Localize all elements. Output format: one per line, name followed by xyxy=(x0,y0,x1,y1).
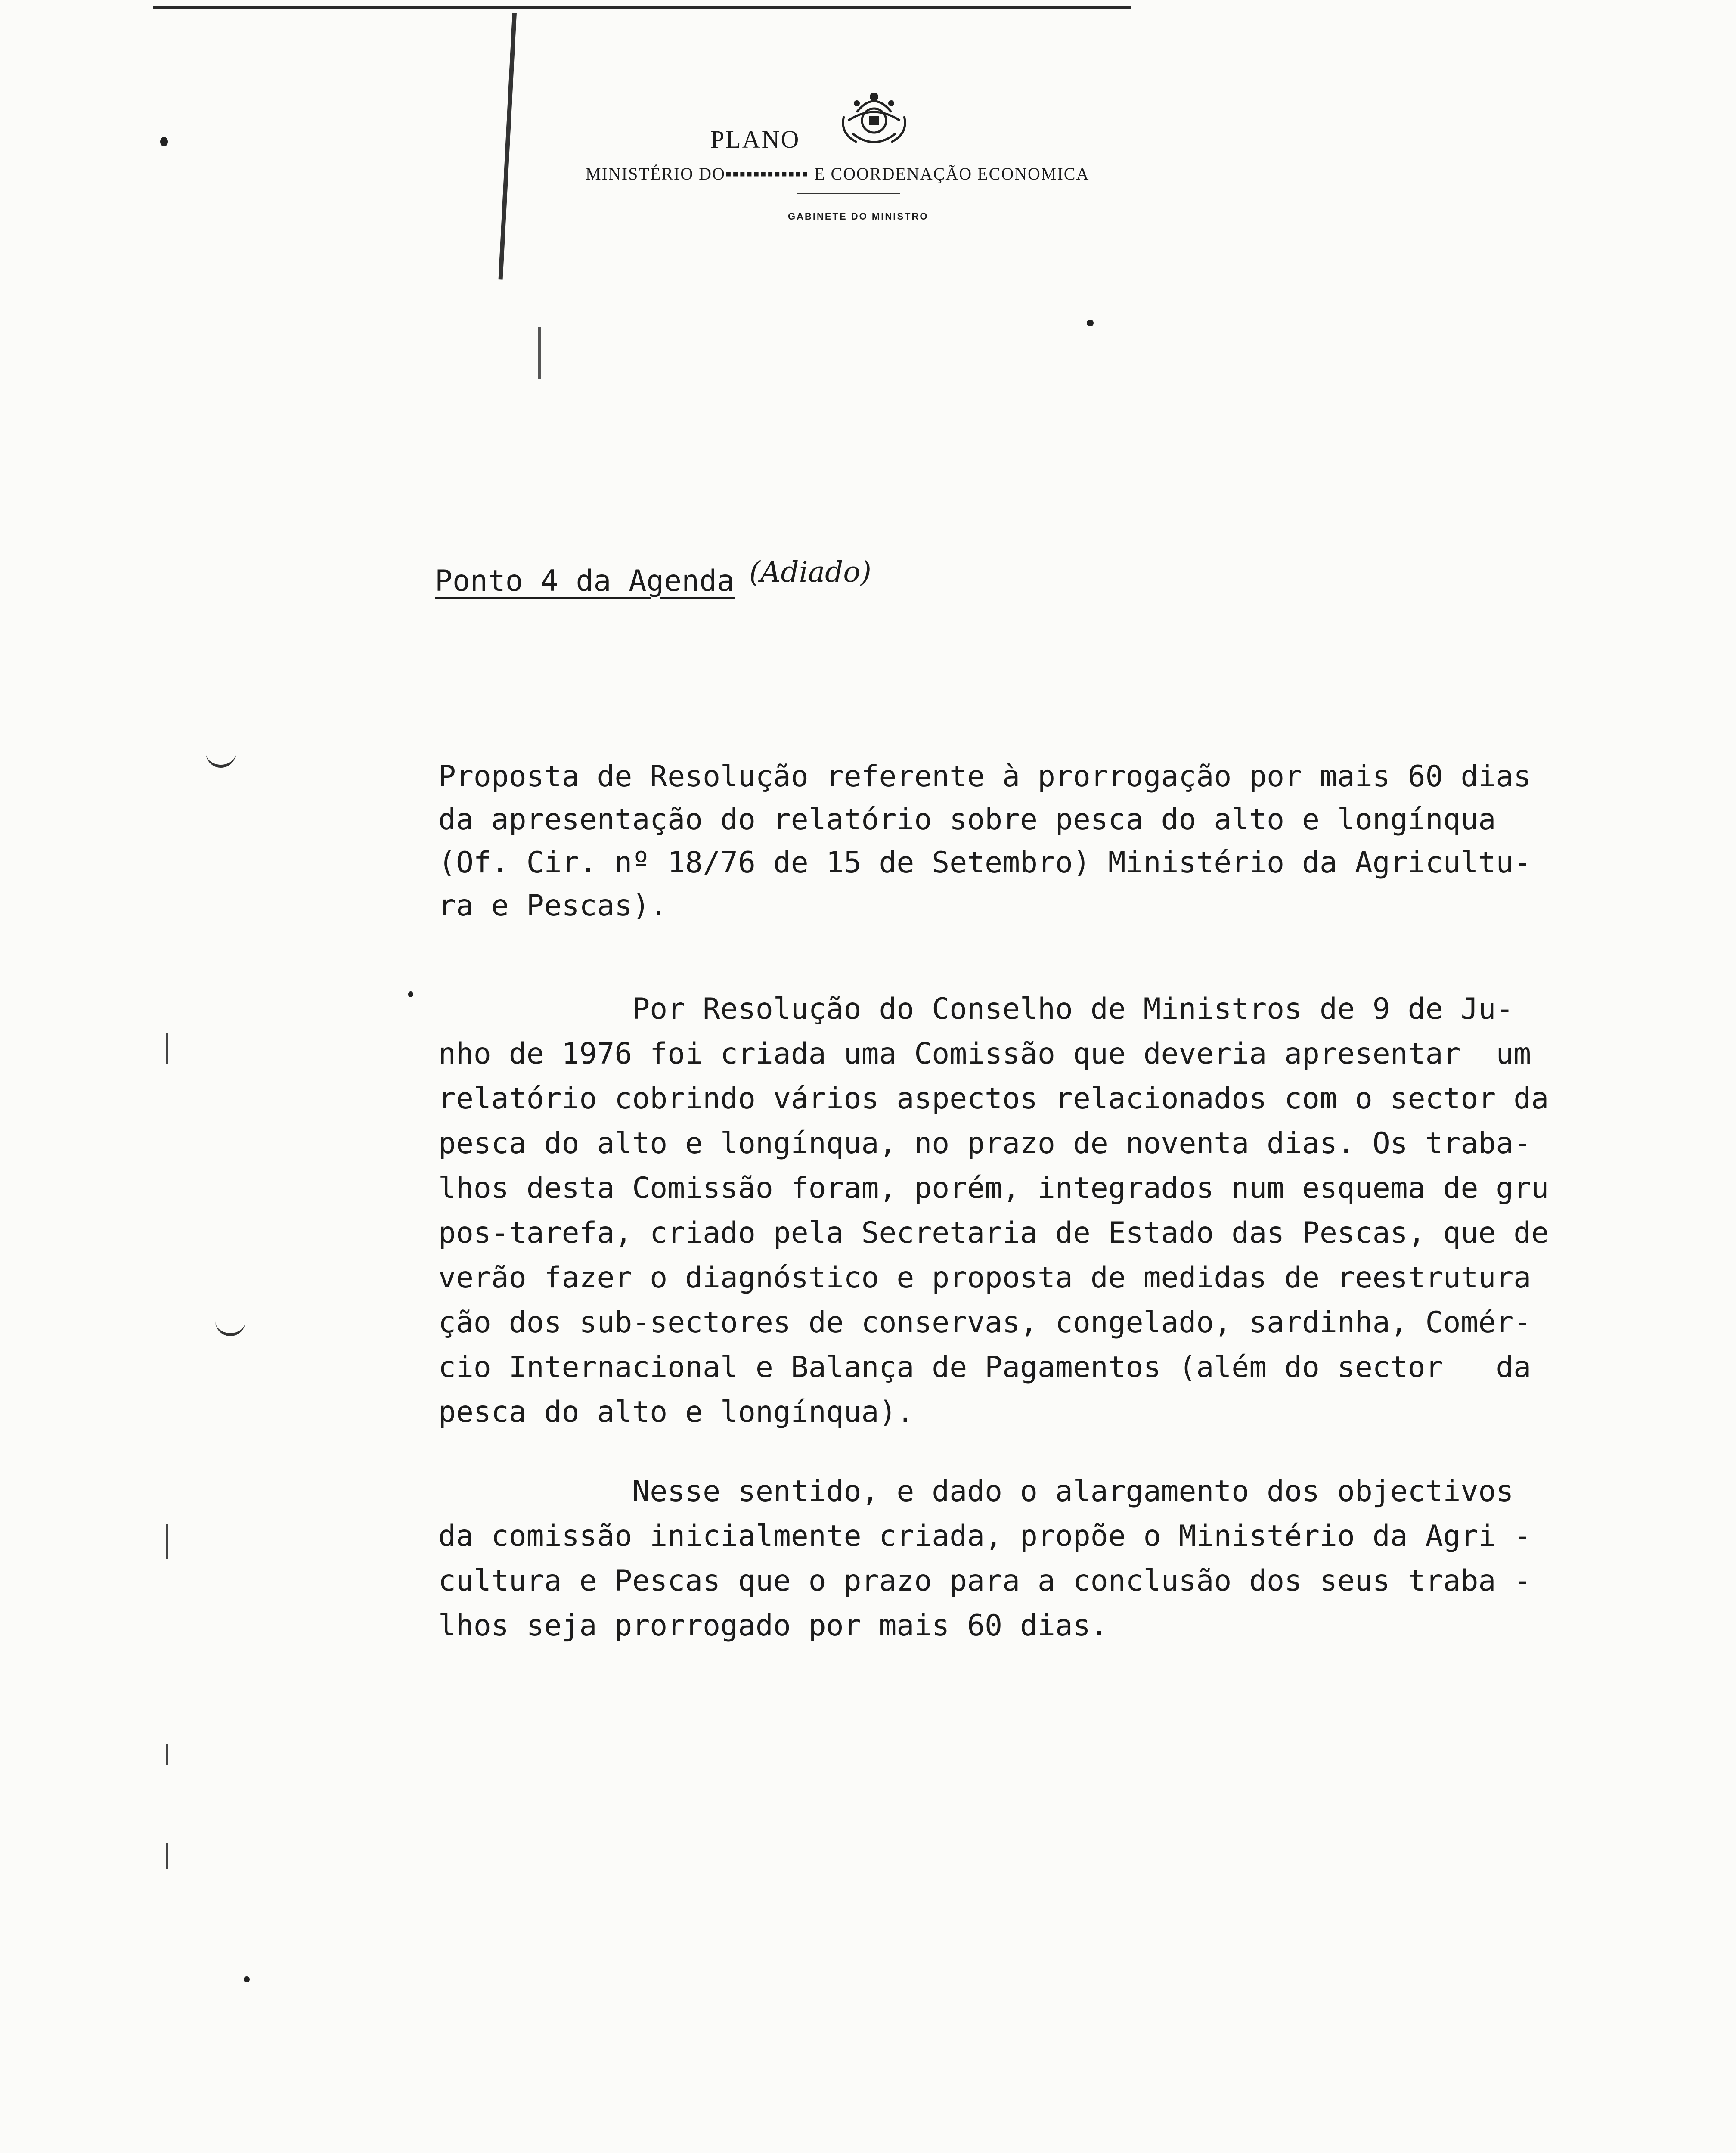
text-line: pos-tarefa, criado pela Secretaria de Estado das Pescas, que de xyxy=(438,1216,1549,1250)
letterhead-plano: PLANO xyxy=(710,125,800,153)
top-rule xyxy=(153,6,1131,9)
margin-tick xyxy=(166,1033,168,1064)
text-line: lhos seja prorrogado por mais 60 dias. xyxy=(438,1609,1108,1643)
text-line: verão fazer o diagnóstico e proposta de medidas de reestrutura xyxy=(438,1261,1531,1295)
hole-punch-mark xyxy=(206,749,236,768)
margin-pen-line xyxy=(499,13,517,280)
coat-of-arms-icon xyxy=(831,86,917,155)
text-line: ção dos sub-sectores de conservas, congelado, sardinha, Comér- xyxy=(438,1306,1531,1340)
text-line: pesca do alto e longínqua). xyxy=(438,1395,914,1429)
text-line: cultura e Pescas que o prazo para a conclusão dos seus traba - xyxy=(438,1564,1531,1598)
text-line: da apresentação do relatório sobre pesca do alto e longínqua xyxy=(438,803,1496,837)
handwritten-note: (Adiado) xyxy=(749,555,871,589)
text-line: (Of. Cir. nº 18/76 de 15 de Setembro) Ministério da Agricultu- xyxy=(438,846,1531,880)
text-line: Nesse sentido, e dado o alargamento dos objectivos xyxy=(438,1474,1514,1508)
scan-speck xyxy=(160,137,168,146)
scan-speck xyxy=(1087,320,1094,326)
letterhead-cabinet: GABINETE DO MINISTRO xyxy=(788,211,929,222)
agenda-title: Ponto 4 da Agenda xyxy=(435,564,735,598)
text-line: Por Resolução do Conselho de Ministros de 9 de Ju- xyxy=(438,992,1514,1026)
letterhead-divider xyxy=(797,193,900,194)
text-line: Proposta de Resolução referente à prorrogação por mais 60 dias xyxy=(438,760,1531,794)
margin-tick xyxy=(166,1843,168,1869)
scan-speck xyxy=(408,991,413,997)
margin-pen-dash xyxy=(538,327,541,379)
text-line: da comissão inicialmente criada, propõe o Ministério da Agri - xyxy=(438,1519,1531,1553)
margin-tick xyxy=(166,1744,168,1765)
letterhead-ministry: MINISTÉRIO DO▪▪▪▪▪▪▪▪▪▪▪▪ E COORDENAÇÃO ECONOMICA xyxy=(586,164,1090,183)
text-line: nho de 1976 foi criada uma Comissão que deveria apresentar um xyxy=(438,1037,1531,1071)
text-line: cio Internacional e Balança de Pagamentos (além do sector da xyxy=(438,1350,1531,1384)
scan-speck xyxy=(244,1976,250,1982)
text-line: pesca do alto e longínqua, no prazo de noventa dias. Os traba- xyxy=(438,1126,1531,1160)
text-line: lhos desta Comissão foram, porém, integrados num esquema de gru xyxy=(438,1171,1549,1205)
text-line: relatório cobrindo vários aspectos relacionados com o sector da xyxy=(438,1082,1549,1116)
hole-punch-mark xyxy=(215,1318,245,1336)
agenda-heading xyxy=(435,564,735,598)
margin-tick xyxy=(166,1524,168,1559)
text-line: ra e Pescas). xyxy=(438,889,668,923)
